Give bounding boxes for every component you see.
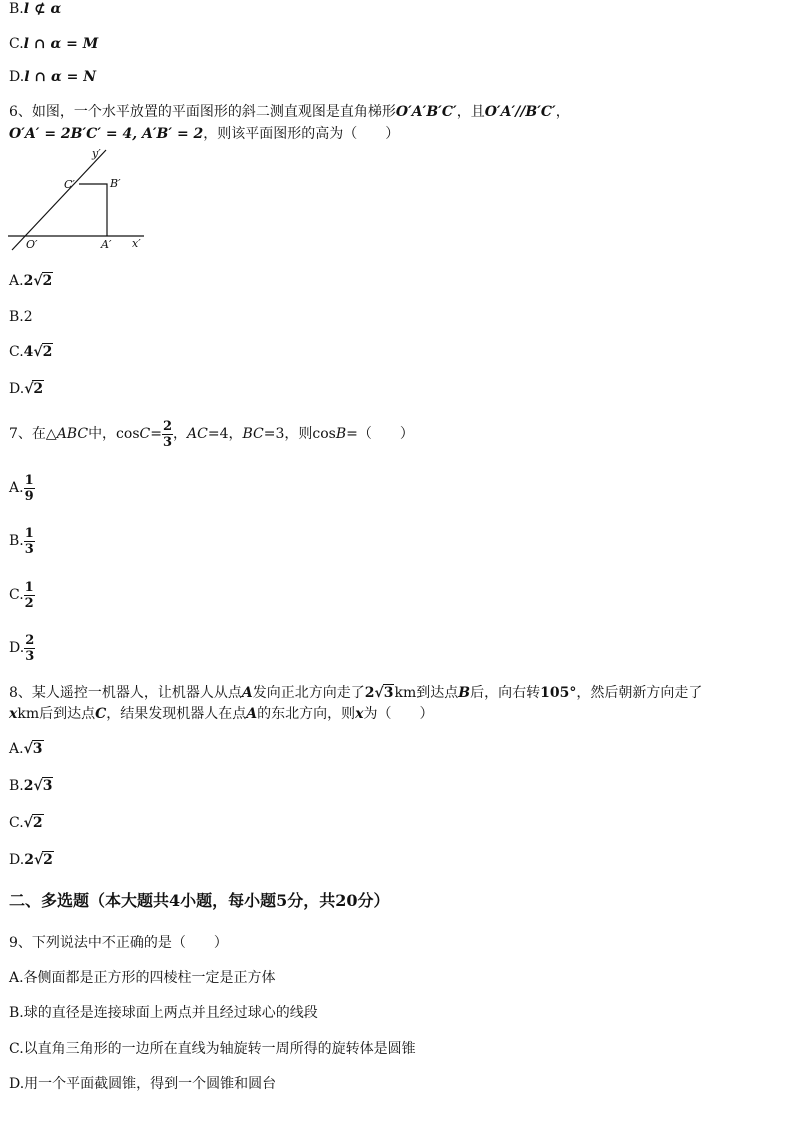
numerator: 1 bbox=[24, 525, 34, 541]
q9-option-a: A.各侧面都是正方形的四棱柱一定是正方体 bbox=[9, 970, 276, 986]
radicand: 2 bbox=[43, 852, 53, 868]
sqrt: √3 bbox=[33, 778, 53, 794]
stem-var: C bbox=[139, 426, 151, 442]
radicand: 2 bbox=[33, 381, 44, 397]
q8-stem-line2 bbox=[9, 705, 434, 723]
option-prefix: A. bbox=[9, 480, 24, 496]
stem-text: 发向正北方向走了 bbox=[252, 685, 365, 701]
stem-text: = bbox=[150, 426, 162, 442]
q7-option-a bbox=[9, 471, 35, 505]
q7-option-b bbox=[9, 524, 35, 558]
stem-text: km到达点 bbox=[394, 685, 459, 701]
label-b: B′ bbox=[110, 177, 121, 190]
stem-text: 后，向右转 bbox=[470, 685, 541, 701]
stem-text: 为（ ） bbox=[363, 706, 434, 722]
q6-stem-line1 bbox=[9, 103, 570, 121]
section-heading: 二、多选题（本大题共4小题，每小题5分，共20分） bbox=[9, 891, 390, 910]
q8-option-b bbox=[9, 777, 53, 795]
stem-text: =（ ） bbox=[346, 426, 414, 442]
option-prefix: B. bbox=[9, 1, 24, 17]
option-prefix: D. bbox=[9, 69, 25, 85]
stem-var: ABC bbox=[56, 426, 89, 442]
sqrt: √3 bbox=[23, 741, 43, 757]
q6-figure bbox=[6, 144, 152, 256]
stem-var: C bbox=[95, 706, 107, 722]
label-a: A′ bbox=[101, 238, 112, 251]
numerator: 2 bbox=[25, 632, 35, 648]
q5-option-d bbox=[9, 68, 96, 86]
stem-text: ，且 bbox=[456, 104, 485, 120]
stem-text: km后到达点 bbox=[17, 706, 96, 722]
option-prefix: D. bbox=[9, 852, 25, 868]
q7-stem bbox=[9, 417, 414, 451]
option-text: 2 bbox=[23, 309, 33, 325]
option-coef: 2 bbox=[23, 273, 34, 289]
stem-text: ， bbox=[173, 426, 188, 442]
label-c: C′ bbox=[64, 178, 75, 191]
option-prefix: B. bbox=[9, 309, 24, 325]
numerator: 1 bbox=[24, 579, 34, 595]
trapezoid-right-edges bbox=[79, 184, 107, 236]
radicand: 3 bbox=[32, 741, 43, 757]
option-math: l ∩ α = M bbox=[23, 36, 99, 52]
sqrt: √2 bbox=[33, 344, 53, 360]
stem-coef: 2 bbox=[364, 685, 375, 701]
option-prefix: B. bbox=[9, 533, 24, 549]
q9-option-c: C.以直角三角形的一边所在直线为轴旋转一周所得的旋转体是圆锥 bbox=[9, 1041, 416, 1057]
stem-var: x bbox=[9, 706, 18, 722]
denominator: 3 bbox=[162, 434, 173, 450]
fraction bbox=[24, 526, 35, 557]
denominator: 9 bbox=[24, 488, 34, 504]
option-prefix: C. bbox=[9, 344, 24, 360]
denominator: 2 bbox=[24, 595, 34, 611]
stem-text: ，结果发现机器人在点 bbox=[106, 706, 247, 722]
q5-option-c bbox=[9, 35, 98, 53]
stem-math: O′A′B′C′ bbox=[395, 104, 457, 120]
stem-text: 的东北方向，则 bbox=[257, 706, 356, 722]
option-prefix: C. bbox=[9, 815, 24, 831]
numerator: 2 bbox=[162, 418, 173, 434]
option-prefix: A. bbox=[9, 741, 24, 757]
q6-stem-line2 bbox=[9, 125, 399, 143]
stem-var: BC bbox=[242, 426, 264, 442]
option-coef: 4 bbox=[23, 344, 34, 360]
radicand: 2 bbox=[42, 273, 53, 289]
stem-angle: 105° bbox=[540, 685, 577, 701]
radicand: 3 bbox=[42, 778, 53, 794]
denominator: 3 bbox=[25, 648, 35, 664]
fraction bbox=[24, 633, 35, 664]
q6-option-c bbox=[9, 343, 53, 361]
sqrt: √2 bbox=[23, 815, 43, 831]
numerator: 1 bbox=[24, 472, 34, 488]
q5-option-b bbox=[9, 0, 61, 18]
stem-text: 6、如图，一个水平放置的平面图形的斜二测直观图是直角梯形 bbox=[9, 104, 396, 120]
q6-option-d bbox=[9, 380, 44, 398]
stem-text: ，然后朝新方向走了 bbox=[576, 685, 703, 701]
label-x: x′ bbox=[132, 237, 141, 250]
option-prefix: D. bbox=[9, 381, 25, 397]
y-axis bbox=[12, 150, 106, 250]
radicand: 3 bbox=[383, 685, 394, 701]
stem-text: 7、在△ bbox=[9, 426, 57, 442]
q7-option-c bbox=[9, 578, 35, 612]
fraction bbox=[24, 580, 35, 611]
option-prefix: D. bbox=[9, 640, 25, 656]
fraction bbox=[162, 419, 173, 450]
stem-var: B bbox=[335, 426, 347, 442]
q7-option-d bbox=[9, 631, 35, 665]
stem-var: A bbox=[246, 706, 258, 722]
option-prefix: A. bbox=[9, 273, 24, 289]
q9-option-d: D.用一个平面截圆锥，得到一个圆锥和圆台 bbox=[9, 1076, 277, 1092]
stem-var: B bbox=[458, 685, 471, 701]
sqrt: √2 bbox=[24, 381, 44, 397]
q8-option-c bbox=[9, 814, 44, 832]
q9-stem: 9、下列说法中不正确的是（ ） bbox=[9, 935, 228, 951]
sqrt: √3 bbox=[374, 685, 394, 701]
stem-text: =3，则cos bbox=[263, 426, 336, 442]
q9-option-b: B.球的直径是连接球面上两点并且经过球心的线段 bbox=[9, 1005, 318, 1021]
stem-text: ，则该平面图形的高为（ ） bbox=[203, 126, 400, 142]
q6-option-b bbox=[9, 308, 33, 326]
fraction bbox=[24, 473, 35, 504]
stem-text: 中，cos bbox=[88, 426, 140, 442]
q8-option-a bbox=[9, 740, 44, 758]
stem-math: O′A′ = 2B′C′ = 4, A′B′ = 2 bbox=[9, 126, 204, 142]
label-y: y′ bbox=[92, 147, 101, 160]
sqrt: √2 bbox=[33, 852, 53, 868]
radicand: 2 bbox=[32, 815, 43, 831]
stem-text: ， bbox=[555, 104, 570, 120]
stem-var: AC bbox=[187, 426, 208, 442]
stem-var: x bbox=[355, 706, 364, 722]
q8-stem-line1 bbox=[9, 684, 702, 702]
q8-option-d bbox=[9, 851, 54, 869]
sqrt: √2 bbox=[33, 273, 53, 289]
option-math: l ⊄ α bbox=[23, 1, 62, 17]
denominator: 3 bbox=[24, 541, 34, 557]
option-coef: 2 bbox=[24, 852, 34, 868]
option-prefix: B. bbox=[9, 778, 24, 794]
stem-text: 8、某人遥控一机器人，让机器人从点 bbox=[9, 685, 242, 701]
stem-math: O′A′//B′C′ bbox=[484, 104, 556, 120]
option-coef: 2 bbox=[23, 778, 34, 794]
label-o: O′ bbox=[26, 238, 38, 251]
option-prefix: C. bbox=[9, 36, 24, 52]
stem-var: A bbox=[241, 685, 253, 701]
option-prefix: C. bbox=[9, 587, 24, 603]
option-math: l ∩ α = N bbox=[24, 69, 97, 85]
q6-option-a bbox=[9, 272, 53, 290]
stem-text: =4， bbox=[207, 426, 243, 442]
radicand: 2 bbox=[42, 344, 53, 360]
